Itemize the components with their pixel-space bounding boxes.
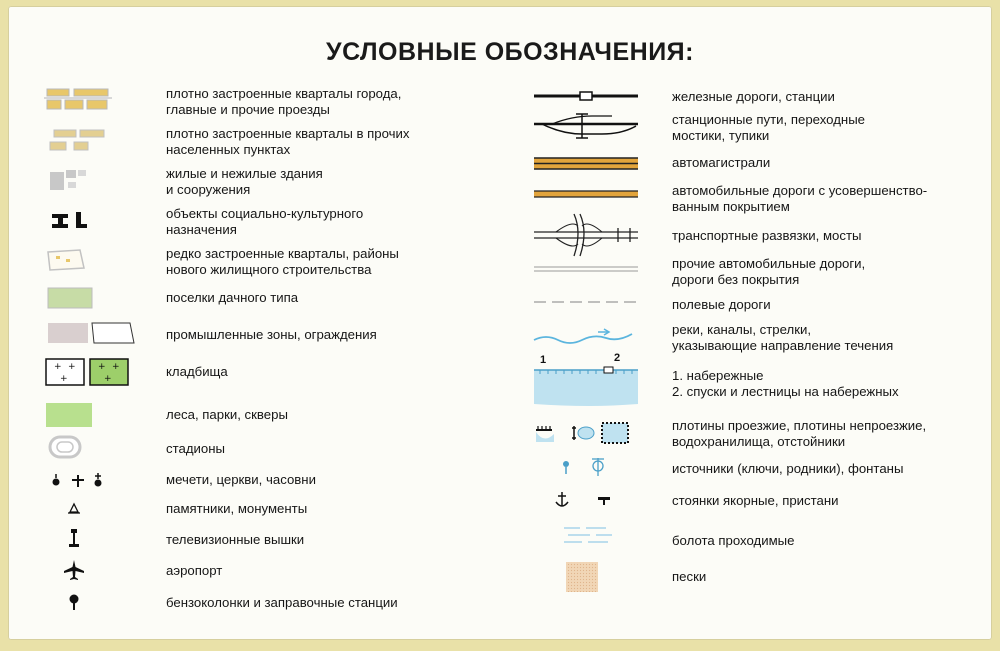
forests-parks-symbol [44,400,114,430]
svg-text:+: + [60,374,68,384]
embankment-mark-1: 1 [540,354,547,366]
rivers-symbol [532,326,642,350]
svg-text:+: + [98,362,106,372]
legend-label-cemeteries: кладбища [166,364,228,379]
legend-label-social-objects: объекты социально-культурного назначения [166,206,364,237]
dense-city-blocks-symbol [44,86,114,114]
legend-label-tv-tower: телевизионные вышки [166,532,305,547]
legend-label-airport: аэропорт [166,563,223,578]
legend-label-gas-station: бензоколонки и заправочные станции [166,595,398,610]
pier-icon [598,497,610,505]
legend-label-religious: мечети, церкви, часовни [166,472,316,487]
legend-label-forests: леса, парки, скверы [166,407,288,422]
dacha-settlement-symbol [44,286,114,310]
anchorage-symbol [552,488,622,512]
legend-label-field-roads: полевые дороги [672,297,771,312]
legend-label-swamps: болота проходимые [672,533,795,548]
svg-text:+: + [112,362,120,372]
anchor-icon [556,492,568,506]
social-objects-symbol [44,206,114,234]
stadium-symbol [44,434,114,460]
sparse-blocks-symbol [44,246,114,274]
other-roads-symbol [532,262,642,276]
interchange-symbol [532,212,642,258]
svg-text:+: + [104,374,112,384]
legend-label-dams: плотины проезжие, плотины непроезжие, водохранилища, отстойники [672,418,927,449]
spring-icon [563,461,569,474]
legend-label-springs: источники (ключи, родники), фонтаны [672,461,904,476]
church-icon [72,475,84,487]
swamps-symbol [560,522,620,552]
tv-tower-icon [64,526,84,552]
cemeteries-symbol [44,356,144,388]
legend-label-buildings: жилые и нежилые здания и сооружения [166,166,323,197]
religious-symbols [44,468,124,490]
legend-label-interchange: транспортные развязки, мосты [672,228,862,243]
gas-station-icon [62,590,86,614]
legend-label-station-tracks: станционные пути, переходные мостики, тупики [672,112,866,143]
legend-label-sparse-blocks: редко застроенные кварталы, районы нового жилищного строительства [166,246,399,277]
industrial-zones-symbol [44,320,144,346]
legend-label-embankments: 1. набережные 2. спуски и лестницы на набережных [672,368,899,399]
legend-label-sands: пески [672,569,707,584]
station-tracks-symbol [532,112,642,144]
springs-symbol [558,454,618,480]
dense-settlement-blocks-symbol [44,126,114,154]
legend-label-dense-city: плотно застроенные кварталы города, главные и прочие проезды [166,86,402,117]
legend-label-rivers: реки, каналы, стрелки, указывающие направление течения [672,322,894,353]
legend-label-stadium: стадионы [166,441,225,456]
buildings-symbol [44,166,114,194]
improved-road-symbol [532,186,642,204]
chapel-icon [95,473,102,487]
legend-label-anchorage: стоянки якорные, пристани [672,493,839,508]
legend-label-improved-road: автомобильные дороги с усовершенство- ванным покрытием [672,183,928,214]
railway-symbol [532,86,642,106]
legend-label-motorway: автомагистрали [672,155,771,170]
legend-label-railway: железные дороги, станции [672,89,835,104]
legend-label-dense-settlement: плотно застроенные кварталы в прочих населенных пунктах [166,126,410,157]
svg-text:+: + [54,362,62,372]
fountain-icon [592,458,604,476]
airport-icon [62,558,86,582]
mosque-icon [53,474,60,486]
legend-label-dacha: поселки дачного типа [166,290,299,305]
monument-icon [64,498,84,518]
legend-label-monument: памятники, монументы [166,501,308,516]
legend-label-industrial: промышленные зоны, ограждения [166,327,377,342]
sands-symbol [564,560,624,594]
embankments-symbol [532,364,642,408]
legend-title: УСЛОВНЫЕ ОБОЗНАЧЕНИЯ: [326,38,694,66]
field-roads-symbol [532,296,642,308]
embankment-mark-2: 2 [614,352,621,364]
svg-text:+: + [68,362,76,372]
dams-symbol [532,418,642,448]
legend-label-other-roads: прочие автомобильные дороги, дороги без покрытия [672,256,866,287]
motorway-symbol [532,154,642,174]
